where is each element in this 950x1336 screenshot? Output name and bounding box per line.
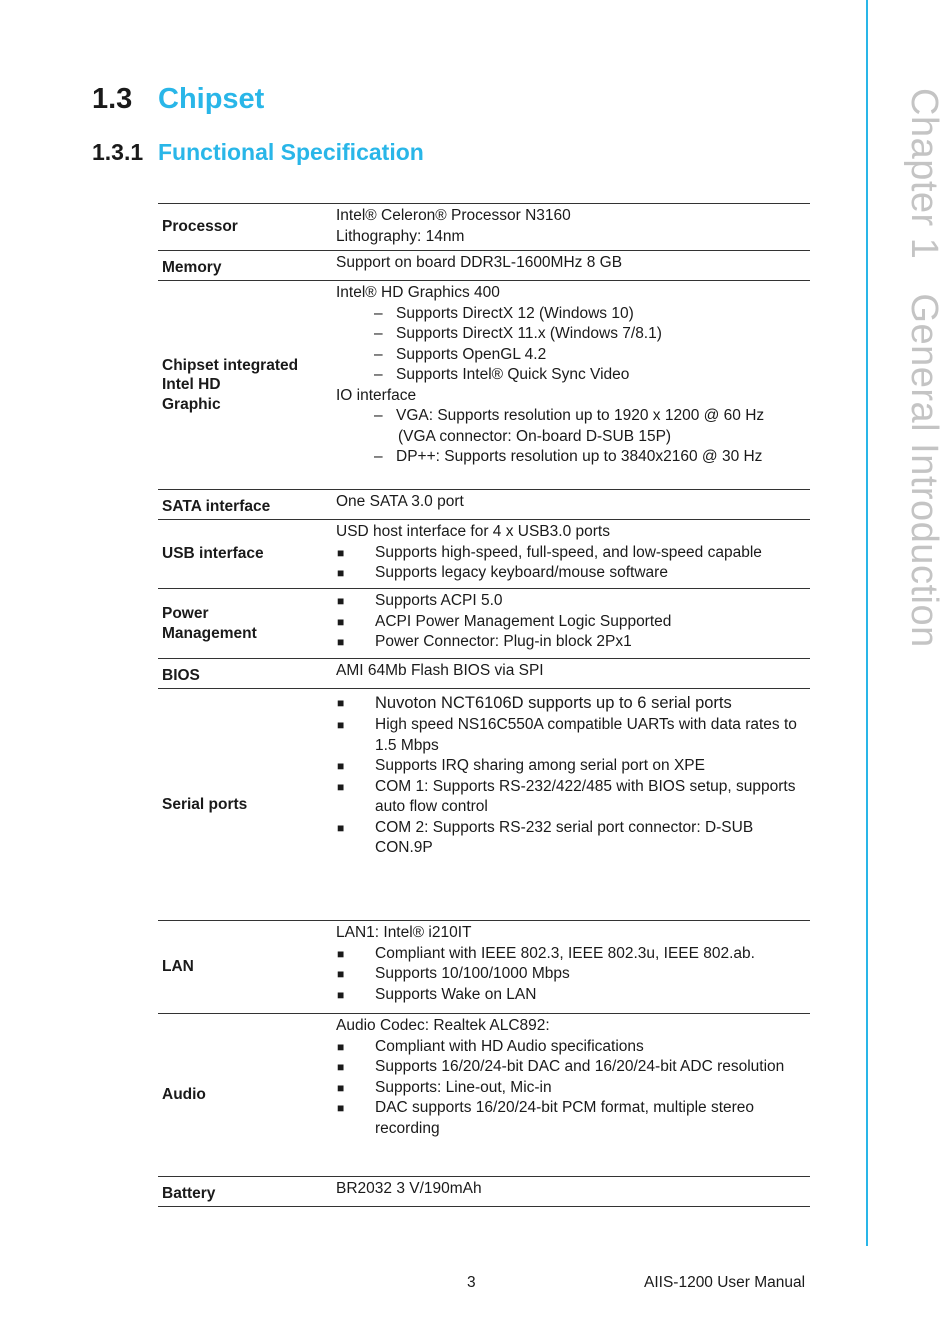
bullet-item	[336, 715, 810, 736]
bullet-marker: ■	[337, 566, 345, 580]
bullet-item	[336, 1037, 810, 1058]
bullet-item	[336, 1078, 810, 1099]
spec-value	[336, 589, 810, 659]
bullet-text: COM 2: Supports RS-232 serial port connector: D-SUB	[375, 818, 754, 836]
spec-value	[336, 490, 810, 520]
bullet-marker: ■	[337, 614, 345, 629]
dash-marker: –	[374, 407, 383, 424]
bullet-text: COM 1: Supports RS-232/422/485 with BIOS setup, supports	[375, 777, 796, 795]
value-line: Support on board DDR3L-1600MHz 8 GB	[336, 254, 623, 271]
value-line: LAN1: Intel® i210IT	[336, 924, 472, 941]
bullet-item	[336, 985, 810, 1006]
spec-value	[336, 659, 810, 689]
bullet-text: Compliant with IEEE 802.3, IEEE 802.3u, IEEE 802.ab.	[375, 944, 755, 962]
bullet-marker: ■	[337, 987, 345, 1002]
bullet-text: recording	[375, 1119, 440, 1137]
spec-label: Processor	[158, 204, 336, 251]
spec-row-memory	[158, 251, 810, 281]
subsection-title: Functional Specification	[158, 139, 424, 165]
dash-marker: –	[374, 366, 383, 383]
spec-value	[336, 251, 810, 281]
bullet-continuation	[336, 797, 810, 818]
bullet-item	[336, 612, 810, 633]
spec-label: LAN	[158, 921, 336, 1014]
dash-text: DP++: Supports resolution up to 3840x2160 @ 30 Hz	[396, 448, 763, 465]
dash-item	[336, 447, 810, 468]
chapter-name: General Introduction	[903, 293, 945, 648]
bullet-item	[336, 591, 810, 612]
spec-value	[336, 1177, 810, 1207]
spec-label: USB interface	[158, 520, 336, 589]
spec-row-graphics	[158, 281, 810, 490]
bullet-marker: ■	[337, 594, 345, 608]
value-line: One SATA 3.0 port	[336, 493, 464, 510]
bullet-marker: ■	[337, 545, 345, 560]
spec-table	[158, 203, 810, 1207]
value-line: Intel® HD Graphics 400	[336, 284, 500, 301]
spec-row-processor	[158, 204, 810, 251]
chapter-side-title	[905, 88, 943, 648]
bullet-marker: ■	[337, 1080, 345, 1095]
dash-text: VGA: Supports resolution up to 1920 x 1200 @ 60 Hz	[396, 407, 765, 424]
chapter-label: Chapter 1	[903, 88, 945, 260]
spec-label: Audio	[158, 1014, 336, 1177]
spec-value	[336, 1014, 810, 1177]
value-line: USD host interface for 4 x USB3.0 ports	[336, 523, 610, 540]
bullet-item	[336, 818, 810, 839]
spec-row-serial	[158, 689, 810, 921]
dash-marker: –	[374, 448, 383, 465]
chapter-side-rule	[866, 0, 868, 1246]
bullet-marker: ■	[337, 718, 345, 732]
label-line: Intel HD	[162, 376, 221, 394]
bullet-text: Compliant with HD Audio specifications	[375, 1037, 644, 1055]
spec-label: Battery	[158, 1177, 336, 1207]
bullet-marker: ■	[337, 779, 345, 794]
bullet-text: auto flow control	[375, 798, 488, 815]
bullet-text: Supports ACPI 5.0	[375, 592, 503, 609]
page-number: 3	[467, 1274, 476, 1291]
spec-label: Serial ports	[158, 689, 336, 921]
spec-row-usb	[158, 520, 810, 589]
bullet-text: Supports IRQ sharing among serial port on XPE	[375, 757, 705, 774]
spec-label	[158, 589, 336, 659]
subsection-heading	[92, 138, 424, 166]
bullet-text: DAC supports 16/20/24-bit PCM format, multiple stereo	[375, 1099, 755, 1116]
continuation-line: (VGA connector: On-board D-SUB 15P)	[398, 427, 672, 445]
manual-title: AIIS-1200 User Manual	[644, 1274, 806, 1291]
dash-item	[336, 324, 810, 345]
bullet-item	[336, 777, 810, 798]
spec-row-power	[158, 589, 810, 659]
section-number: 1.3	[92, 83, 133, 115]
spec-row-sata	[158, 490, 810, 520]
spec-row-bios	[158, 659, 810, 689]
bullet-item	[336, 543, 810, 564]
bullet-marker: ■	[337, 967, 345, 981]
spec-value	[336, 281, 810, 490]
label-line: Management	[162, 624, 257, 642]
bullet-marker: ■	[337, 1101, 345, 1115]
bullet-marker: ■	[337, 696, 345, 710]
bullet-item	[336, 563, 810, 584]
bullet-marker: ■	[337, 1060, 345, 1074]
value-line: Intel® Celeron® Processor N3160	[336, 207, 571, 224]
bullet-marker: ■	[337, 946, 345, 961]
spec-value	[336, 921, 810, 1014]
dash-text: Supports OpenGL 4.2	[396, 345, 547, 363]
bullet-continuation	[336, 838, 810, 859]
spec-label: SATA interface	[158, 490, 336, 520]
spec-value	[336, 520, 810, 589]
bullet-marker: ■	[337, 820, 345, 835]
label-line: Graphic	[162, 395, 221, 413]
value-line: IO interface	[336, 386, 417, 404]
spec-value	[336, 689, 810, 921]
label-line: Power	[162, 605, 209, 622]
bullet-text: ACPI Power Management Logic Supported	[375, 612, 672, 630]
spec-label	[158, 281, 336, 490]
dash-marker: –	[374, 304, 383, 322]
label-line: Chipset integrated	[162, 356, 299, 374]
spec-row-lan	[158, 921, 810, 1014]
spec-label: Memory	[158, 251, 336, 281]
dash-item	[336, 304, 810, 325]
bullet-text: Supports 10/100/1000 Mbps	[375, 965, 570, 982]
bullet-text: Supports 16/20/24-bit DAC and 16/20/24-bit ADC resolution	[375, 1058, 785, 1075]
bullet-item	[336, 944, 810, 965]
bullet-text: Power Connector: Plug-in block 2Px1	[375, 633, 632, 650]
spec-row-audio	[158, 1014, 810, 1177]
value-line: BR2032 3 V/190mAh	[336, 1180, 482, 1197]
bullet-text: High speed NS16C550A compatible UARTs with data rates to	[375, 716, 797, 733]
dash-text: Supports Intel® Quick Sync Video	[396, 366, 630, 383]
dash-text: Supports DirectX 12 (Windows 10)	[396, 304, 634, 322]
value-line: Audio Codec: Realtek ALC892:	[336, 1017, 550, 1034]
value-line: Lithography: 14nm	[336, 227, 465, 245]
section-heading	[92, 82, 264, 116]
bullet-continuation	[336, 1119, 810, 1140]
bullet-item	[336, 1057, 810, 1078]
bullet-text: Supports high-speed, full-speed, and low-speed capable	[375, 543, 762, 561]
spec-row-battery	[158, 1177, 810, 1207]
dash-item	[336, 365, 810, 386]
bullet-item	[336, 756, 810, 777]
dash-marker: –	[374, 325, 383, 342]
bullet-continuation	[336, 736, 810, 757]
bullet-text: Supports: Line-out, Mic-in	[375, 1078, 552, 1096]
spec-value	[336, 204, 810, 251]
dash-text: Supports DirectX 11.x (Windows 7/8.1)	[396, 325, 662, 342]
bullet-marker: ■	[337, 759, 345, 773]
dash-item	[336, 345, 810, 366]
dash-marker: –	[374, 345, 383, 363]
value-line: AMI 64Mb Flash BIOS via SPI	[336, 662, 544, 679]
spec-label: BIOS	[158, 659, 336, 689]
bullet-text: Supports legacy keyboard/mouse software	[375, 564, 668, 581]
bullet-item	[336, 691, 810, 715]
bullet-text: 1.5 Mbps	[375, 736, 439, 754]
bullet-item	[336, 1098, 810, 1119]
bullet-item	[336, 964, 810, 985]
bullet-marker: ■	[337, 635, 345, 649]
bullet-text: Nuvoton NCT6106D supports up to 6 serial ports	[375, 694, 732, 712]
bullet-text: CON.9P	[375, 839, 433, 856]
bullet-item	[336, 632, 810, 653]
bullet-marker: ■	[337, 1039, 345, 1054]
bullet-text: Supports Wake on LAN	[375, 985, 537, 1003]
subsection-number: 1.3.1	[92, 139, 144, 165]
dash-item	[336, 406, 810, 427]
section-title: Chipset	[158, 83, 265, 115]
